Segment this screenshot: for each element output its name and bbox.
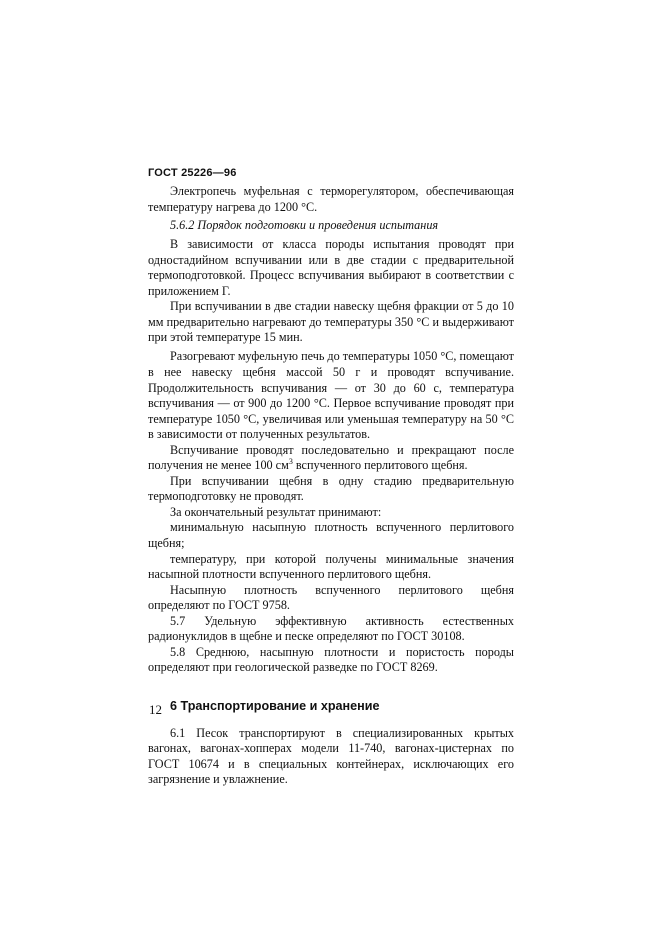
list-item: минимальную насыпную плотность вспученного перлитового щебня; <box>148 520 514 551</box>
paragraph: Электропечь муфельная с терморегулятором, обеспечивающая температуру нагрева до 1200 °С. <box>148 184 514 214</box>
document-header: ГОСТ 25226—96 <box>148 167 237 179</box>
body-text <box>148 184 514 788</box>
paragraph-text: Вспучивание проводят последовательно и прекращают после получения не менее 100 см <box>148 442 514 473</box>
paragraph: В зависимости от класса породы испытания проводят при одностадийном вспучивании или в две стадии с предварительной термоподготовкой. Процесс вспучивания выбирают в соответствии с приложением Г. <box>148 237 514 298</box>
paragraph: 5.7 Удельную эффективную активность естественных радионуклидов в щебне и песке определяют по ГОСТ 30108. <box>148 613 514 644</box>
paragraph: Насыпную плотность вспученного перлитового щебня определяют по ГОСТ 9758. <box>148 582 514 613</box>
superscript: 3 <box>288 457 293 467</box>
paragraph: За окончательный результат принимают: <box>170 504 382 519</box>
paragraph: 5.8 Среднюю, насыпную плотности и пористость породы определяют при геологической разведке по ГОСТ 8269. <box>148 644 514 675</box>
page-number: 12 <box>149 702 162 717</box>
section-title: 6 Транспортирование и хранение <box>170 698 380 713</box>
list-item: температуру, при которой получены минимальные значения насыпной плотности вспученного перлитового щебня. <box>148 551 514 582</box>
paragraph: При вспучивании в две стадии навеску щебня фракции от 5 до 10 мм предварительно нагревают до температуры 350 °С и выдерживают при этой температуре 15 мин. <box>148 299 514 345</box>
paragraph: Разогревают муфельную печь до температуры 1050 °С, помещают в нее навеску щебня массой 50 г и проводят вспучивание. Продолжительность вспучивания — от 30 до 60 с, температура вспучивания — от 900 до 1200 °С. Первое вспучивание проводят при температуре 1050 °С, увеличивая или уменьшая температуру на 50 °С в зависимости от полученных результатов. <box>148 349 515 442</box>
paragraph-text: вспученного перлитового щебня. <box>292 458 468 473</box>
paragraph <box>148 443 514 474</box>
subsection-title: 5.6.2 Порядок подготовки и проведения испытания <box>170 218 439 233</box>
paragraph: 6.1 Песок транспортируют в специализированных крытых вагонах, вагонах-хопперах модели 11-740, вагонах-цистернах по ГОСТ 10674 и в специальных контейнерах, исключающих его загрязнение и увлажнение. <box>148 725 514 787</box>
paragraph: При вспучивании щебня в одну стадию предварительную термоподготовку не проводят. <box>148 473 514 504</box>
